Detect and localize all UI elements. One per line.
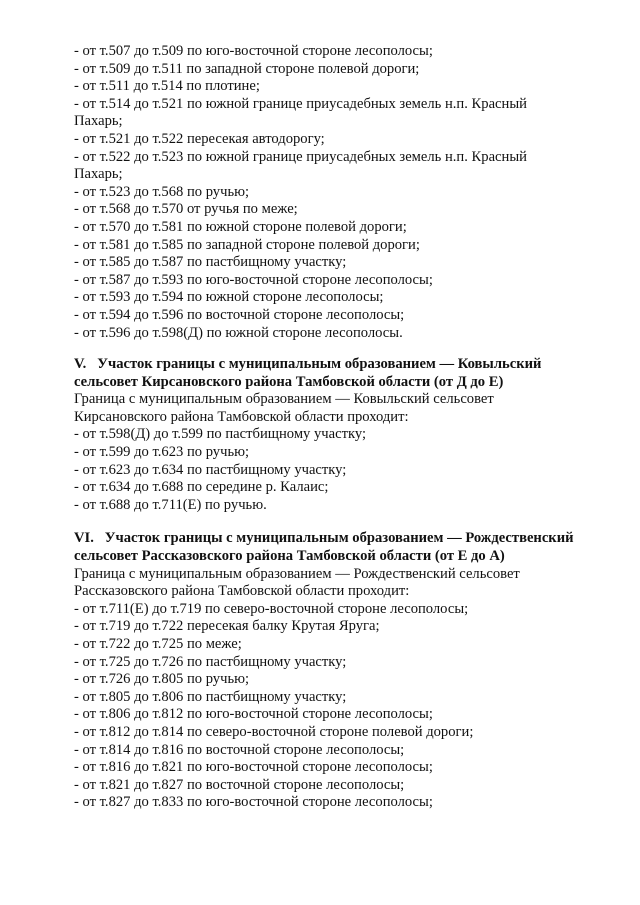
- list-item: - от т.827 до т.833 по юго-восточной стороне лесополосы;: [74, 794, 433, 811]
- list-item: - от т.623 до т.634 по пастбищному участку;: [74, 461, 347, 478]
- list-item: - от т.596 до т.598(Д) по южной стороне лесополосы.: [74, 324, 403, 341]
- list-item: - от т.568 до т.570 от ручья по меже;: [74, 201, 298, 218]
- list-item: - от т.722 до т.725 по меже;: [74, 636, 242, 652]
- list-item: - от т.711(Е) до т.719 по северо-восточной стороне лесополосы;: [74, 600, 469, 617]
- list-item: - от т.812 до т.814 по северо-восточной стороне полевой дороги;: [74, 723, 474, 740]
- section-vi-intro: Граница с муниципальным образованием — Рождественский сельсовет Рассказовского района Тамбовской области проходит:: [74, 565, 520, 600]
- list-item: - от т.511 до т.514 по плотине;: [74, 78, 260, 95]
- list-item: - от т.821 до т.827 по восточной стороне лесополосы;: [74, 776, 405, 793]
- list-item: - от т.598(Д) до т.599 по пастбищному участку;: [74, 426, 367, 443]
- list-item: - от т.688 до т.711(Е) по ручью.: [74, 496, 267, 513]
- list-item: - от т.509 до т.511 по западной стороне полевой дороги;: [74, 60, 420, 77]
- section-v-intro: Граница с муниципальным образованием — Ковыльский сельсовет Кирсановского района Тамбовской области проходит:: [74, 391, 494, 425]
- list-item: - от т.593 до т.594 по южной стороне лесополосы;: [74, 289, 384, 306]
- list-item: - от т.581 до т.585 по западной стороне полевой дороги;: [74, 236, 420, 253]
- list-item: - от т.570 до т.581 по южной стороне полевой дороги;: [74, 218, 407, 235]
- section-v-heading: V. Участок границы с муниципальным образованием — Ковыльский сельсовет Кирсановского района Тамбовской области (от Д до Е): [74, 356, 542, 390]
- list-item: - от т.806 до т.812 по юго-восточной стороне лесополосы;: [74, 706, 433, 723]
- section-v: [74, 356, 600, 514]
- list-item: - от т.816 до т.821 по юго-восточной стороне лесополосы;: [74, 759, 433, 776]
- list-item: - от т.719 до т.722 пересекая балку Крутая Яруга;: [74, 618, 380, 635]
- list-item: - от т.634 до т.688 по середине р. Калаис;: [74, 479, 329, 496]
- list-item: - от т.587 до т.593 по юго-восточной стороне лесополосы;: [74, 271, 433, 288]
- boundary-list-top: [74, 43, 600, 342]
- list-item: - от т.594 до т.596 по восточной стороне лесополосы;: [74, 306, 405, 323]
- list-item: - от т.726 до т.805 по ручью;: [74, 671, 250, 688]
- list-item: - от т.522 до т.523 по южной границе приусадебных земель н.п. Красный Пахарь;: [74, 148, 527, 183]
- list-item: - от т.805 до т.806 по пастбищному участку;: [74, 688, 347, 705]
- list-item: - от т.585 до т.587 по пастбищному участку;: [74, 254, 347, 271]
- section-vi: [74, 530, 600, 812]
- section-vi-heading: VI. Участок границы с муниципальным образованием — Рождественский сельсовет Рассказовского района Тамбовской области (от Е до А): [74, 530, 574, 565]
- list-item: - от т.507 до т.509 по юго-восточной стороне лесополосы;: [74, 43, 433, 59]
- list-item: - от т.514 до т.521 по южной границе приусадебных земель н.п. Красный Пахарь;: [74, 95, 527, 130]
- list-item: - от т.523 до т.568 по ручью;: [74, 183, 250, 200]
- list-item: - от т.725 до т.726 по пастбищному участку;: [74, 653, 347, 670]
- list-item: - от т.521 до т.522 пересекая автодорогу;: [74, 130, 325, 147]
- list-item: - от т.599 до т.623 по ручью;: [74, 444, 250, 461]
- list-item: - от т.814 до т.816 по восточной стороне лесополосы;: [74, 741, 405, 758]
